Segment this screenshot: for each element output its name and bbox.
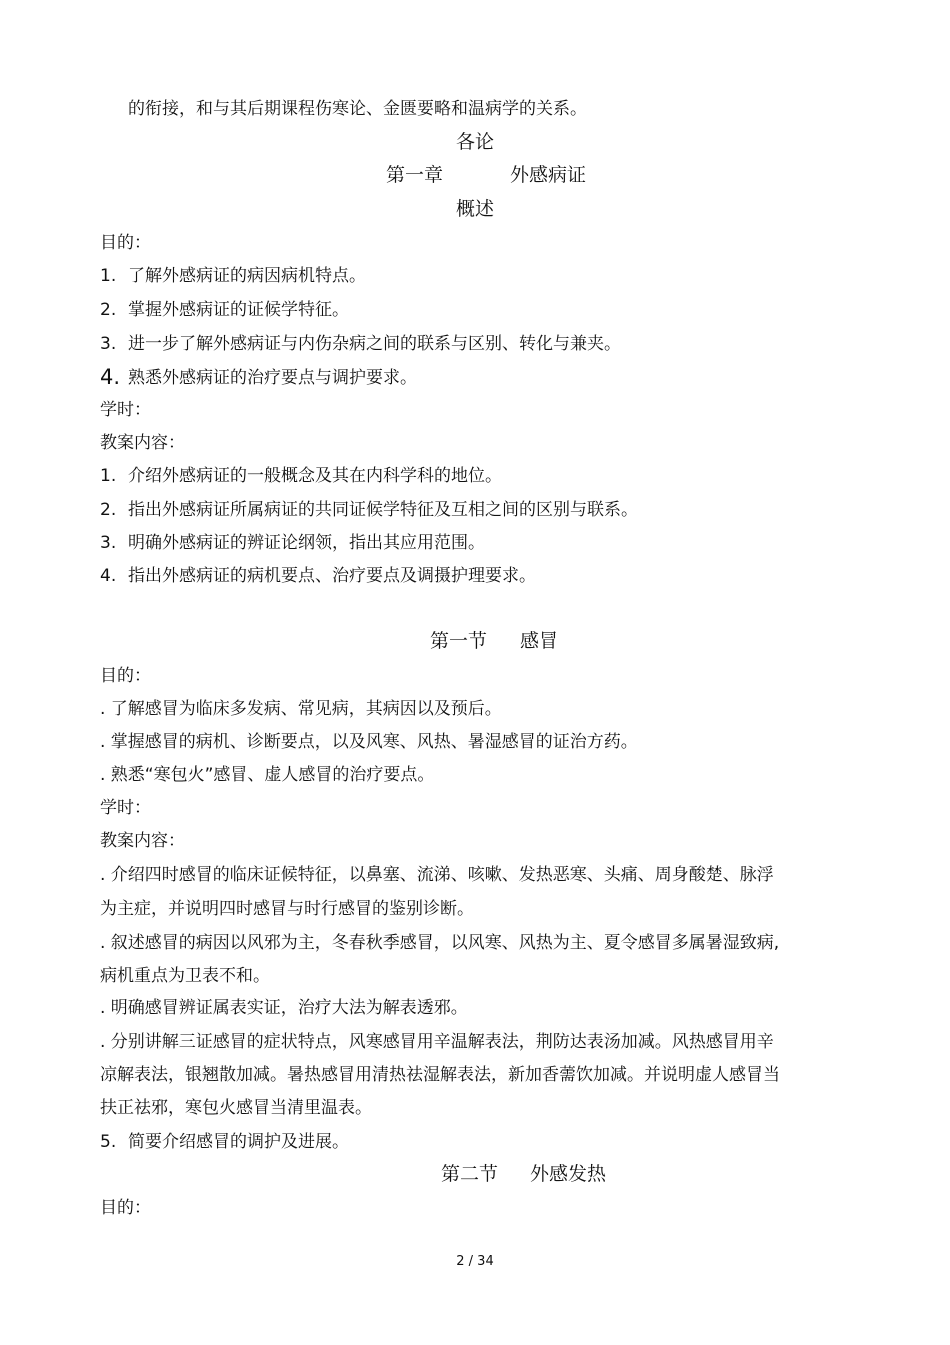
overview-goal-3: 进一步了解外感病证与内伤杂病之间的联系与区别、转化与兼夹。 bbox=[128, 334, 621, 354]
overview-goal-3-num: 3. bbox=[100, 334, 117, 354]
overview-goal-2-num: 2. bbox=[100, 300, 117, 320]
overview-content-4-num: 4. bbox=[100, 566, 117, 586]
section1-hours-label: 学时： bbox=[100, 798, 151, 818]
overview-content-1: 介绍外感病证的一般概念及其在内科学科的地位。 bbox=[128, 466, 502, 486]
section2-goal-label: 目的： bbox=[100, 1198, 151, 1218]
section1-content-1-line-1: . 介绍四时感冒的临床证候特征，以鼻塞、流涕、咳嗽、发热恶寒、头痛、周身酸楚、脉浮 bbox=[100, 865, 774, 885]
section1-title: 感冒 bbox=[520, 630, 559, 652]
section1-content-4-line-1: . 分别讲解三证感冒的症状特点，风寒感冒用辛温解表法，荆防达表汤加减。风热感冒用辛 bbox=[100, 1032, 774, 1052]
section1-goal-2: . 掌握感冒的病机、诊断要点，以及风寒、风热、暑湿感冒的证治方药。 bbox=[100, 732, 638, 752]
overview-content-2-num: 2. bbox=[100, 500, 117, 520]
section1-content-label: 教案内容： bbox=[100, 831, 185, 851]
section2-title: 外感发热 bbox=[530, 1163, 607, 1185]
overview-content-label: 教案内容： bbox=[100, 433, 185, 453]
overview-content-3-num: 3. bbox=[100, 533, 117, 553]
section1-content-2-line-1: . 叙述感冒的病因以风邪为主，冬春秋季感冒，以风寒、风热为主、夏令感冒多属暑湿致病, bbox=[100, 933, 780, 953]
chapter-number: 第一章 bbox=[386, 164, 444, 186]
overview-content-4: 指出外感病证的病机要点、治疗要点及调摄护理要求。 bbox=[128, 566, 536, 586]
section1-content-1-line-2: 为主症，并说明四时感冒与时行感冒的鉴别诊断。 bbox=[100, 899, 474, 919]
section2-number: 第二节 bbox=[441, 1163, 499, 1185]
section1-number: 第一节 bbox=[430, 630, 488, 652]
section1-last-num: 5. bbox=[100, 1132, 117, 1152]
chapter-title: 外感病证 bbox=[510, 164, 587, 186]
overview-goal-1: 了解外感病证的病因病机特点。 bbox=[128, 266, 366, 286]
overview-goal-4: 熟悉外感病证的治疗要点与调护要求。 bbox=[128, 368, 417, 388]
section1-goal-1: . 了解感冒为临床多发病、常见病，其病因以及预后。 bbox=[100, 699, 502, 719]
overview-goal-2: 掌握外感病证的证候学特征。 bbox=[128, 300, 349, 320]
intro-tail-paragraph: 的衔接，和与其后期课程伤寒论、金匮要略和温病学的关系。 bbox=[128, 99, 587, 119]
overview-goal-label: 目的： bbox=[100, 233, 151, 253]
overview-content-2: 指出外感病证所属病证的共同证候学特征及互相之间的区别与联系。 bbox=[128, 500, 638, 520]
section1-content-2-line-2: 病机重点为卫表不和。 bbox=[100, 966, 270, 986]
section1-goal-label: 目的： bbox=[100, 666, 151, 686]
overview-content-3: 明确外感病证的辨证论纲领，指出其应用范围。 bbox=[128, 533, 485, 553]
overview-goal-4-num: 4. bbox=[100, 365, 121, 389]
overview-goal-1-num: 1. bbox=[100, 266, 117, 286]
section1-content-3-line-1: . 明确感冒辨证属表实证，治疗大法为解表透邪。 bbox=[100, 998, 468, 1018]
section1-content-4-line-3: 扶正祛邪，寒包火感冒当清里温表。 bbox=[100, 1098, 372, 1118]
section-title: 各论 bbox=[455, 131, 494, 153]
page-number: 2 / 34 bbox=[456, 1254, 494, 1269]
overview-hours-label: 学时： bbox=[100, 400, 151, 420]
overview-content-1-num: 1. bbox=[100, 466, 117, 486]
section1-last: 简要介绍感冒的调护及进展。 bbox=[128, 1132, 349, 1152]
section1-content-4-line-2: 凉解表法，银翘散加减。暑热感冒用清热祛湿解表法，新加香薷饮加减。并说明虚人感冒当 bbox=[100, 1065, 780, 1085]
section1-goal-3: . 熟悉“寒包火”感冒、虚人感冒的治疗要点。 bbox=[100, 765, 435, 785]
overview-title: 概述 bbox=[455, 198, 494, 220]
